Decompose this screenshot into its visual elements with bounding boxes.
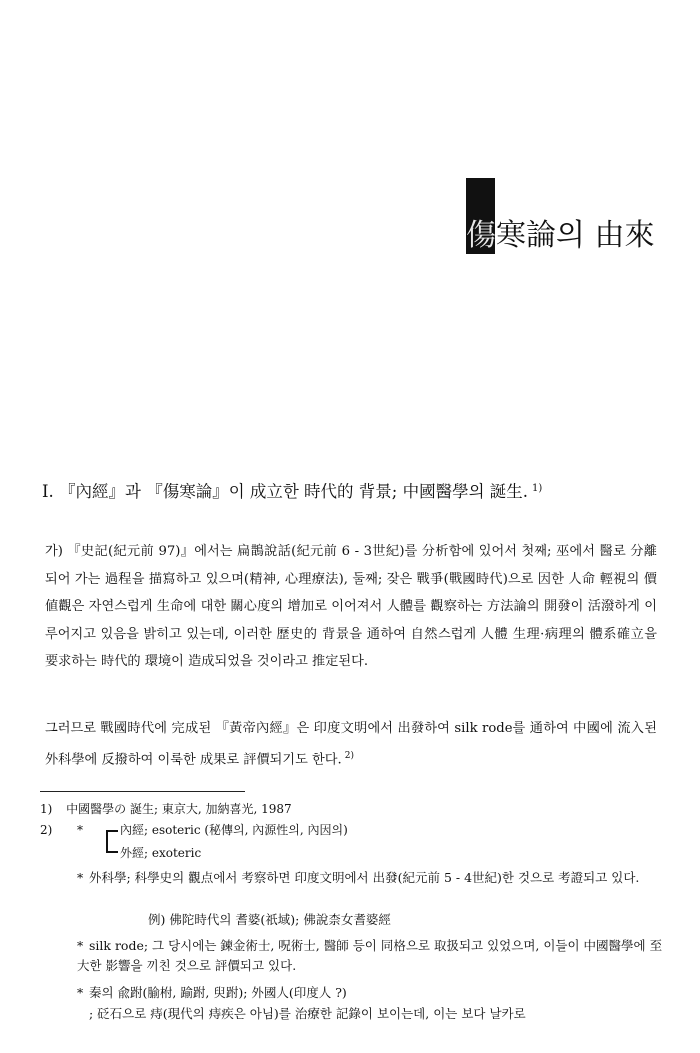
bullet-silk-road-text: silk rode; 그 당시에는 鍊金術士, 呪術士, 醫師 등이 同格으로 取扱되고 있었으며, 이들이 中國醫學에 至大한 影響을 끼친 것으로 評價되고 있다. — [77, 938, 663, 973]
bullet-yufu-line2: ; 砭石으로 痔(現代의 痔疾은 아님)를 治療한 記錄이 보이는데, 이는 보다 날카로 — [89, 1006, 526, 1021]
title-first-char: 傷 — [466, 218, 496, 253]
section-heading — [42, 478, 542, 502]
bullet-marker: * — [77, 870, 84, 885]
footnote-bullet-silk-road — [77, 936, 667, 976]
footnote-1-number: 1) — [40, 802, 53, 816]
footnote-1 — [40, 801, 292, 817]
body-paragraph-2-text: 그러므로 戰國時代에 完成된 『黃帝內經』은 印度文明에서 出發하여 silk rode를 通하여 中國에 流入된 外科學에 反撥하여 이룩한 成果로 評價되기도 한다. — [45, 721, 657, 767]
footnote-2-number: 2) — [40, 823, 53, 837]
footnote-1-text: 中國醫學の 誕生; 東京大, 加納喜光, 1987 — [66, 802, 292, 816]
bullet-marker: * — [77, 985, 84, 1000]
body-paragraph-1: 가) 『史記(紀元前 97)』에서는 扁鵲說話(紀元前 6 - 3世紀)를 分析함에 있어서 첫째; 巫에서 醫로 分離되어 가는 過程을 描寫하고 있으며(精神, 心理療法), 둘째; 잦은 戰爭(戰國時代)으로 因한 人命 輕視의 價値觀은 자연스럽게 生命에 대한 關心度의 增加로 이어져서 人體를 觀察하는 方法論의 開發이 活潑하게 이루어지고 있음을 밝히고 있는데, 이러한 歷史的 背景을 通하여 自然스럽게 人體 生理·病理의 體系確立을 要求하는 時代的 環境이 造成되었을 것이라고 推定된다. — [45, 544, 657, 669]
footnote-bullet-surgery — [77, 868, 667, 888]
bracket-bottom — [106, 851, 118, 853]
section-heading-text: Ⅰ. 『內經』과 『傷寒論』이 成立한 時代的 背景; 中國醫學의 誕生. — [42, 482, 529, 501]
bracket-top — [106, 830, 118, 832]
bullet-surgery-text: 外科學; 科學史의 觀点에서 考察하면 印度文明에서 出發(紀元前 5 - 4世紀)한 것으로 考證되고 있다. — [89, 870, 640, 885]
body-paragraph-2-ref: 2) — [344, 750, 354, 761]
footnote-divider — [40, 791, 245, 792]
footnote-2-inner-classic: 內經; esoteric (秘傳의, 內源性의, 內因의) — [120, 823, 348, 837]
footnote-example: 例) 佛陀時代의 耆婆(祇域); 佛說柰女耆婆經 — [148, 912, 391, 927]
footnote-2-marker: * — [77, 823, 83, 837]
body-paragraph-2 — [45, 715, 657, 773]
footnote-bullet-yufu — [77, 982, 677, 1024]
title-text: 寒論의 由來 — [496, 218, 655, 253]
bracket-line — [106, 830, 108, 852]
footnote-2-outer-classic: 外經; exoteric — [120, 846, 202, 860]
bullet-yufu-line1: 秦의 兪跗(腧柎, 踰跗, 臾跗); 外國人(印度人 ?) — [89, 985, 347, 1000]
section-heading-ref: 1) — [532, 482, 543, 494]
bullet-marker: * — [77, 938, 84, 953]
